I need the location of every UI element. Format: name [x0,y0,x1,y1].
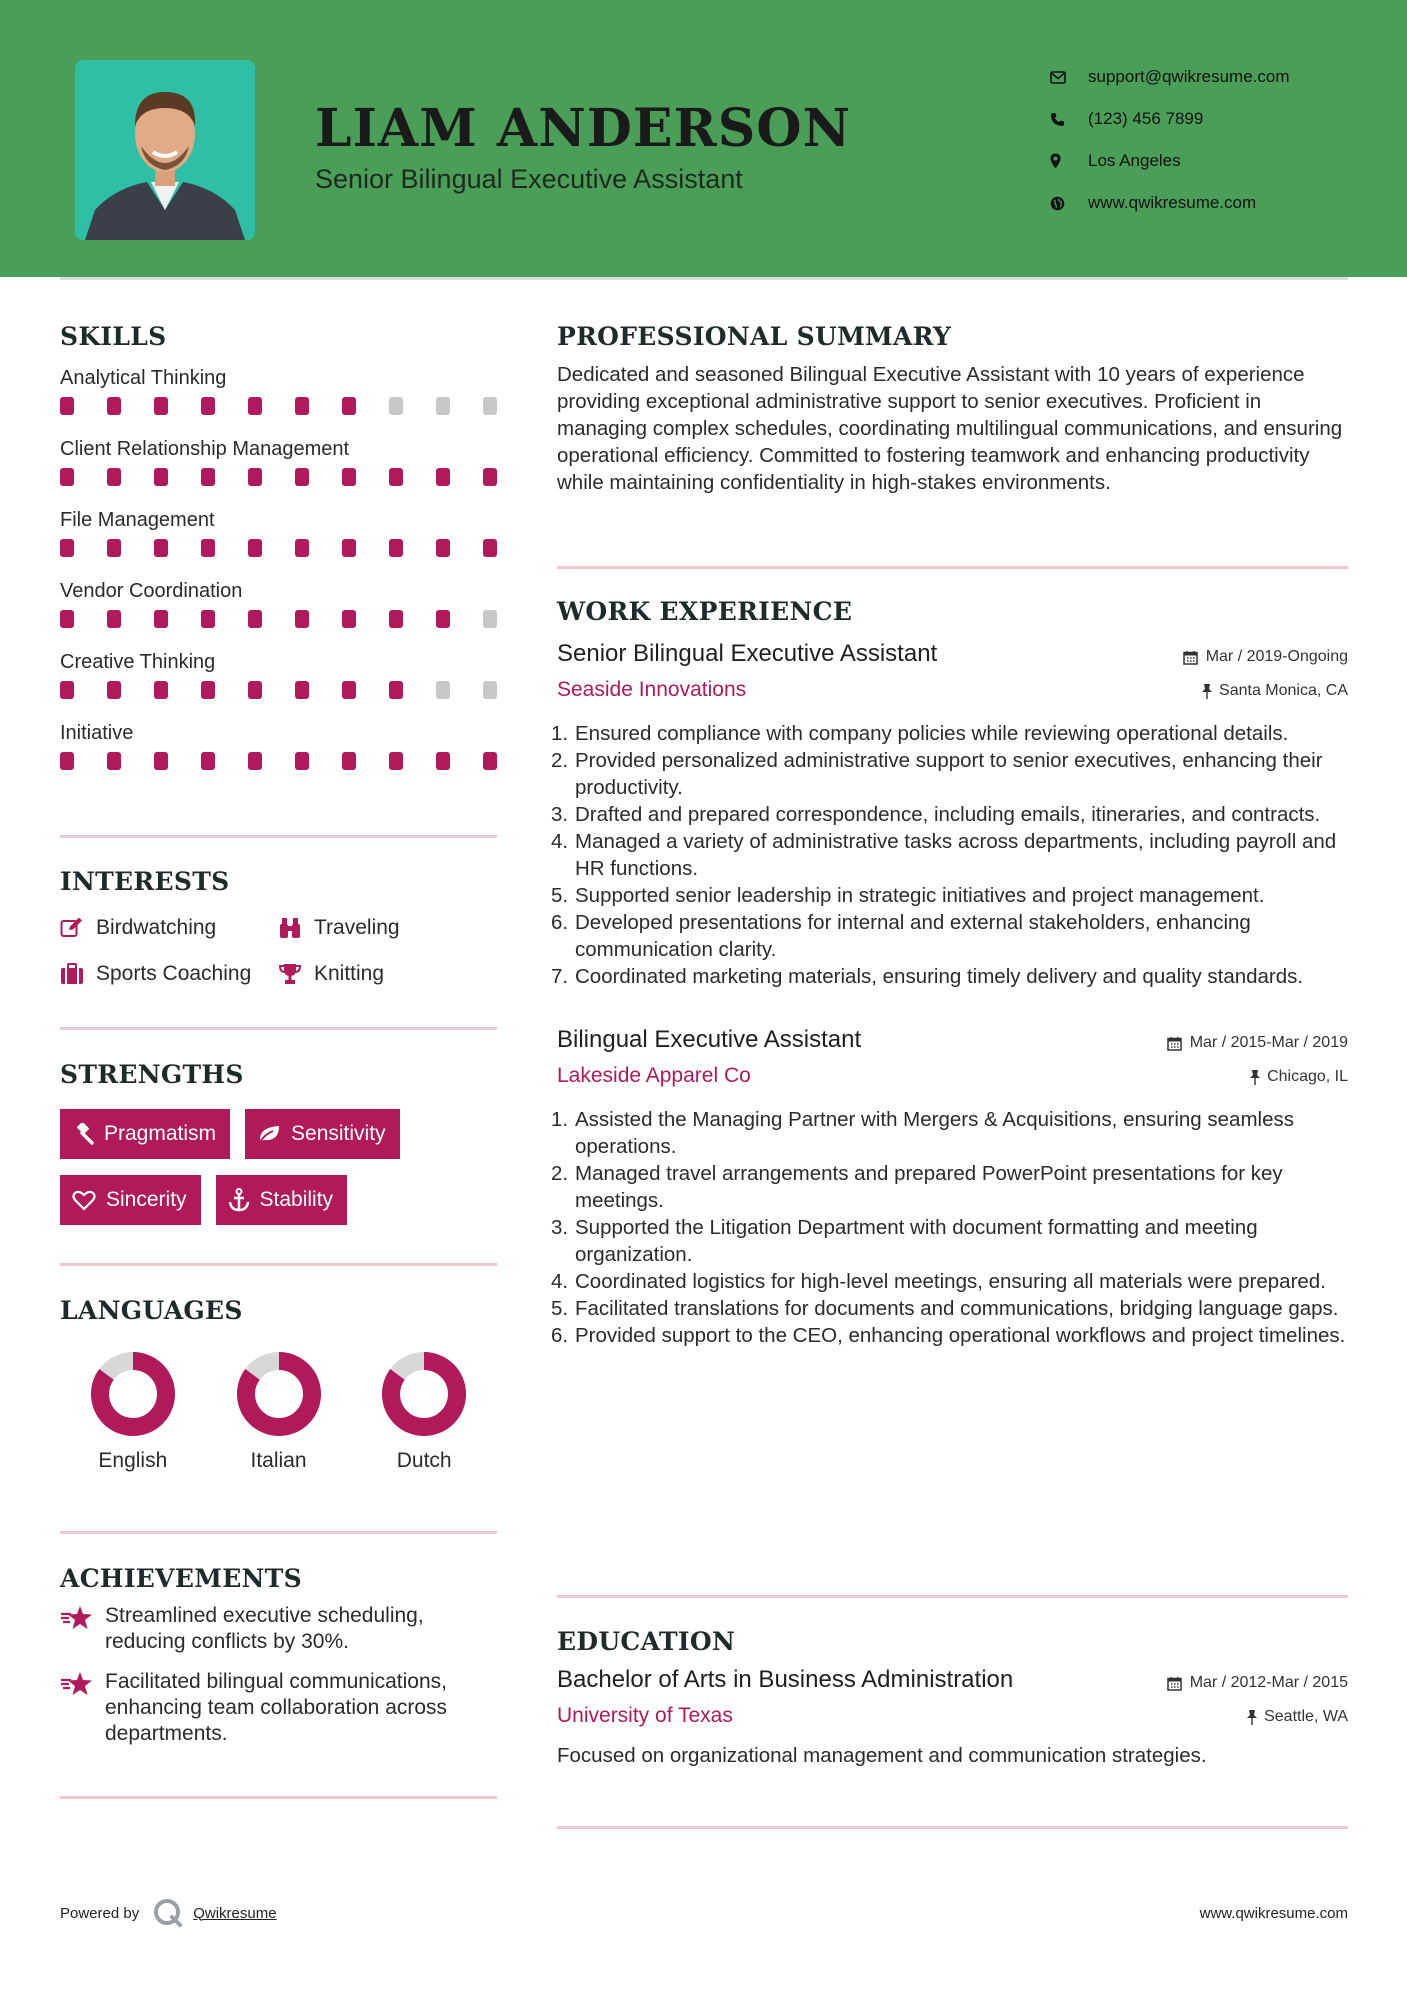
contact-email[interactable] [1050,56,1390,98]
summary-section [557,322,1348,496]
company-row [557,1062,1348,1098]
calendar-icon [1167,1036,1182,1051]
section-divider [60,1263,497,1266]
interests-list [60,913,497,989]
experience-section [551,597,1348,1349]
powered-by-text: Powered by [60,1904,140,1922]
rating-dot-filled [342,539,356,557]
duty-text: Managed travel arrangements and prepared PowerPoint presentations for key meetings. [575,1162,1283,1212]
rating-dot-filled [295,397,309,415]
rating-dot-filled [60,752,74,770]
rating-dot-filled [436,539,450,557]
skills-section [60,322,497,789]
section-divider [557,1826,1348,1829]
strengths-list [60,1109,497,1225]
candidate-title: Senior Bilingual Executive Assistant [315,164,743,194]
duty-text: Supported the Litigation Department with document formatting and meeting organization. [575,1216,1258,1266]
duty-number: 3. [551,803,569,826]
language-item [60,1351,206,1473]
language-name: Italian [250,1449,307,1472]
strength-label: Stability [259,1188,334,1211]
rating-dot-filled [389,468,403,486]
company-location [1249,1068,1348,1086]
skill-name: Vendor Coordination [60,580,243,602]
rating-dot-filled [483,468,497,486]
strength-tag [216,1175,348,1225]
duty-number: 4. [551,1270,569,1293]
job-head [557,1026,1348,1062]
rating-dot-filled [342,610,356,628]
job-title: Senior Bilingual Executive Assistant [557,640,938,667]
duty-number: 4. [551,830,569,853]
duty-text: Drafted and prepared correspondence, including emails, itineraries, and contracts. [575,803,1321,826]
rating-dot-empty [436,397,450,415]
rating-dot-filled [107,681,121,699]
job-entry [551,640,1348,990]
pushpin-icon [1246,1709,1258,1725]
pushpin-icon [1249,1069,1261,1085]
duty-text: Provided support to the CEO, enhancing operational workflows and project timelines. [575,1324,1346,1347]
duty-number: 6. [551,911,569,934]
language-proficiency-ring [90,1351,176,1437]
rating-dot-filled [60,610,74,628]
rating-dot-empty [483,397,497,415]
company-name: Lakeside Apparel Co [557,1064,751,1087]
rating-dot-filled [60,539,74,557]
section-divider [557,1595,1348,1598]
company-location [1201,682,1348,700]
summary-text: Dedicated and seasoned Bilingual Executive Assistant with 10 years of experience providing exceptional administrative support to senior executives. Proficient in managing complex schedules, coordinating multilingual communications, and ensuring operational efficiency. Committed to fostering teamwork and enhancing productivity while maintaining confidentiality in high-stakes environments. [557,363,1343,494]
rating-dot-empty [483,681,497,699]
duty-number: 6. [551,1324,569,1347]
skill-name: File Management [60,509,215,531]
rating-dot-filled [60,681,74,699]
rating-dot-filled [201,681,215,699]
contact-phone-text: (123) 456 7899 [1088,109,1204,128]
briefcase-icon [60,963,84,985]
achievement-item [60,1669,497,1747]
skill-rating [60,397,497,415]
degree-title: Bachelor of Arts in Business Administration [557,1666,1014,1693]
duty-number: 5. [551,884,569,907]
globe-icon [1050,196,1088,211]
company-row [557,676,1348,712]
education-head [557,1666,1348,1702]
profile-photo [75,60,255,240]
school-row [557,1702,1348,1738]
contact-list [1050,56,1390,224]
interest-item [278,913,478,943]
language-proficiency-ring [381,1351,467,1437]
rating-dot-filled [107,397,121,415]
rating-dot-filled [436,468,450,486]
contact-phone[interactable] [1050,98,1390,140]
interest-item [278,959,478,989]
anchor-icon [228,1188,250,1212]
qwikresume-logo-icon [153,1898,183,1928]
footer-credit [60,1898,277,1928]
company-location-text: Chicago, IL [1267,1068,1348,1085]
duty-list [551,1106,1348,1349]
duty-text: Developed presentations for internal and external stakeholders, enhancing communication clarity. [575,911,1251,961]
skill-rating [60,681,497,699]
duty-text: Coordinated marketing materials, ensuring timely delivery and quality standards. [575,965,1304,988]
language-name: English [98,1449,168,1472]
rating-dot-filled [389,610,403,628]
achievement-item [60,1603,497,1655]
rating-dot-filled [342,397,356,415]
duty-item [551,1214,1348,1268]
skill-name: Analytical Thinking [60,367,227,389]
rating-dot-filled [389,681,403,699]
experience-heading: WORK EXPERIENCE [557,597,853,626]
rating-dot-filled [295,539,309,557]
duty-text: Managed a variety of administrative tasks across departments, including payroll and HR functions. [575,830,1337,880]
phone-icon [1050,112,1088,127]
skill-rating [60,539,497,557]
strengths-heading: STRENGTHS [60,1060,244,1089]
rating-dot-filled [107,610,121,628]
header-divider [60,277,1348,280]
contact-email-text: support@qwikresume.com [1088,67,1290,86]
section-divider [60,1531,497,1534]
duty-number: 1. [551,1108,569,1131]
job-entry [551,1026,1348,1349]
education-heading: EDUCATION [557,1627,736,1656]
duty-item [551,747,1348,801]
languages-section [60,1296,497,1473]
skill-name: Client Relationship Management [60,438,350,460]
section-divider [557,566,1348,569]
contact-location [1050,140,1390,182]
duty-list [551,720,1348,990]
binoculars-icon [278,917,302,939]
rating-dot-filled [201,610,215,628]
qwikresume-link[interactable]: Qwikresume [193,1904,277,1922]
job-dates [1167,1034,1348,1052]
duty-number: 2. [551,1162,569,1185]
calendar-icon [1183,650,1198,665]
rating-dot-filled [154,539,168,557]
achievement-text: Facilitated bilingual communications, enhancing team collaboration across departments. [105,1670,448,1745]
education-section [557,1627,1348,1769]
rating-dot-filled [201,468,215,486]
strengths-section [60,1060,497,1225]
education-dates [1167,1674,1348,1692]
job-head [557,640,1348,676]
duty-item [551,963,1348,990]
duty-item [551,1295,1348,1322]
job-dates-text: Mar / 2019-Ongoing [1205,648,1348,665]
contact-website[interactable] [1050,182,1390,224]
contact-location-text: Los Angeles [1088,151,1181,170]
rating-dot-filled [107,752,121,770]
achievement-text: Streamlined executive scheduling, reducing conflicts by 30%. [105,1604,424,1653]
duty-item [551,1106,1348,1160]
resume-header [0,0,1407,277]
language-item [351,1351,497,1473]
duty-item [551,882,1348,909]
interests-heading: INTERESTS [60,867,230,896]
strength-label: Sincerity [106,1188,187,1211]
rating-dot-filled [389,539,403,557]
skill-rating [60,752,497,770]
footer-website[interactable]: www.qwikresume.com [1199,1905,1348,1922]
section-divider [60,835,497,838]
duty-text: Supported senior leadership in strategic initiatives and project management. [575,884,1265,907]
duty-item [551,828,1348,882]
language-proficiency-ring [236,1351,322,1437]
job-dates-text: Mar / 2015-Mar / 2019 [1189,1034,1348,1051]
skill-rating [60,610,497,628]
rating-dot-filled [295,681,309,699]
duty-text: Ensured compliance with company policies while reviewing operational details. [575,722,1289,745]
rating-dot-filled [154,681,168,699]
school-location [1246,1708,1348,1726]
duty-number: 7. [551,965,569,988]
rating-dot-filled [60,397,74,415]
skills-heading: SKILLS [60,322,167,351]
skills-list [60,363,497,770]
rating-dot-filled [342,468,356,486]
rating-dot-filled [248,468,262,486]
languages-list [60,1351,497,1473]
rating-dot-empty [483,610,497,628]
rating-dot-filled [483,539,497,557]
rating-dot-filled [342,681,356,699]
strength-label: Sensitivity [291,1122,386,1145]
rating-dot-filled [389,752,403,770]
rating-dot-filled [248,752,262,770]
interest-item [60,959,278,989]
rating-dot-filled [201,397,215,415]
rating-dot-filled [436,752,450,770]
map-marker-icon [1050,153,1088,169]
rating-dot-empty [436,681,450,699]
duty-text: Assisted the Managing Partner with Mergers & Acquisitions, ensuring seamless operations. [575,1108,1294,1158]
rating-dot-filled [342,752,356,770]
rating-dot-filled [295,468,309,486]
rating-dot-empty [389,397,403,415]
languages-heading: LANGUAGES [60,1296,243,1325]
company-location-text: Santa Monica, CA [1219,682,1348,699]
rating-dot-filled [436,610,450,628]
strength-tag [245,1109,400,1159]
trophy-icon [278,963,302,985]
education-dates-text: Mar / 2012-Mar / 2015 [1189,1674,1348,1691]
interest-label: Birdwatching [96,916,217,939]
gavel-icon [72,1123,94,1145]
rating-dot-filled [154,468,168,486]
heart-icon [72,1190,96,1211]
rating-dot-filled [154,610,168,628]
calendar-icon [1167,1676,1182,1691]
rating-dot-filled [483,752,497,770]
duty-number: 5. [551,1297,569,1320]
job-list [551,640,1348,1349]
school-location-text: Seattle, WA [1264,1708,1348,1725]
edit-icon [60,917,84,939]
achievements-list [60,1603,497,1747]
duty-number: 2. [551,749,569,772]
school-name: University of Texas [557,1704,733,1727]
rating-dot-filled [60,468,74,486]
interest-label: Knitting [314,962,385,985]
language-name: Dutch [396,1449,452,1472]
company-name: Seaside Innovations [557,678,747,701]
duty-item [551,801,1348,828]
skill-name: Initiative [60,722,134,744]
duty-text: Facilitated translations for documents and communications, bridging language gaps. [575,1297,1339,1320]
strength-label: Pragmatism [104,1122,217,1145]
star-icon [60,1671,93,1697]
job-dates [1183,648,1348,666]
duty-item [551,1160,1348,1214]
rating-dot-filled [107,468,121,486]
pushpin-icon [1201,683,1213,699]
duty-item [551,1322,1348,1349]
skill-name: Creative Thinking [60,651,216,673]
interest-label: Traveling [314,916,400,939]
rating-dot-filled [248,539,262,557]
skill-rating [60,468,497,486]
duty-number: 3. [551,1216,569,1239]
achievements-heading: ACHIEVEMENTS [60,1564,302,1593]
section-divider [60,1796,497,1799]
interest-item [60,913,278,943]
rating-dot-filled [248,397,262,415]
interest-label: Sports Coaching [96,962,252,985]
achievements-section [60,1564,497,1761]
duty-text: Provided personalized administrative support to senior executives, enhancing their productivity. [575,749,1323,799]
duty-number: 1. [551,722,569,745]
contact-website-text: www.qwikresume.com [1088,193,1257,212]
duty-item [551,909,1348,963]
rating-dot-filled [201,539,215,557]
job-title: Bilingual Executive Assistant [557,1026,862,1053]
rating-dot-filled [154,397,168,415]
duty-text: Coordinated logistics for high-level meetings, ensuring all materials were prepared. [575,1270,1326,1293]
language-item [206,1351,352,1473]
section-divider [60,1027,497,1030]
education-description: Focused on organizational management and communication strategies. [557,1744,1207,1767]
interests-section [60,867,497,989]
rating-dot-filled [248,681,262,699]
rating-dot-filled [107,539,121,557]
strength-tag [60,1175,201,1225]
summary-heading: PROFESSIONAL SUMMARY [557,322,952,351]
rating-dot-filled [295,752,309,770]
rating-dot-filled [295,610,309,628]
rating-dot-filled [201,752,215,770]
star-icon [60,1605,93,1631]
candidate-name: LIAM ANDERSON [315,98,852,159]
leaf-icon [257,1124,281,1144]
duty-item [551,1268,1348,1295]
duty-item [551,720,1348,747]
rating-dot-filled [154,752,168,770]
rating-dot-filled [248,610,262,628]
envelope-icon [1050,71,1088,84]
strength-tag [60,1109,230,1159]
